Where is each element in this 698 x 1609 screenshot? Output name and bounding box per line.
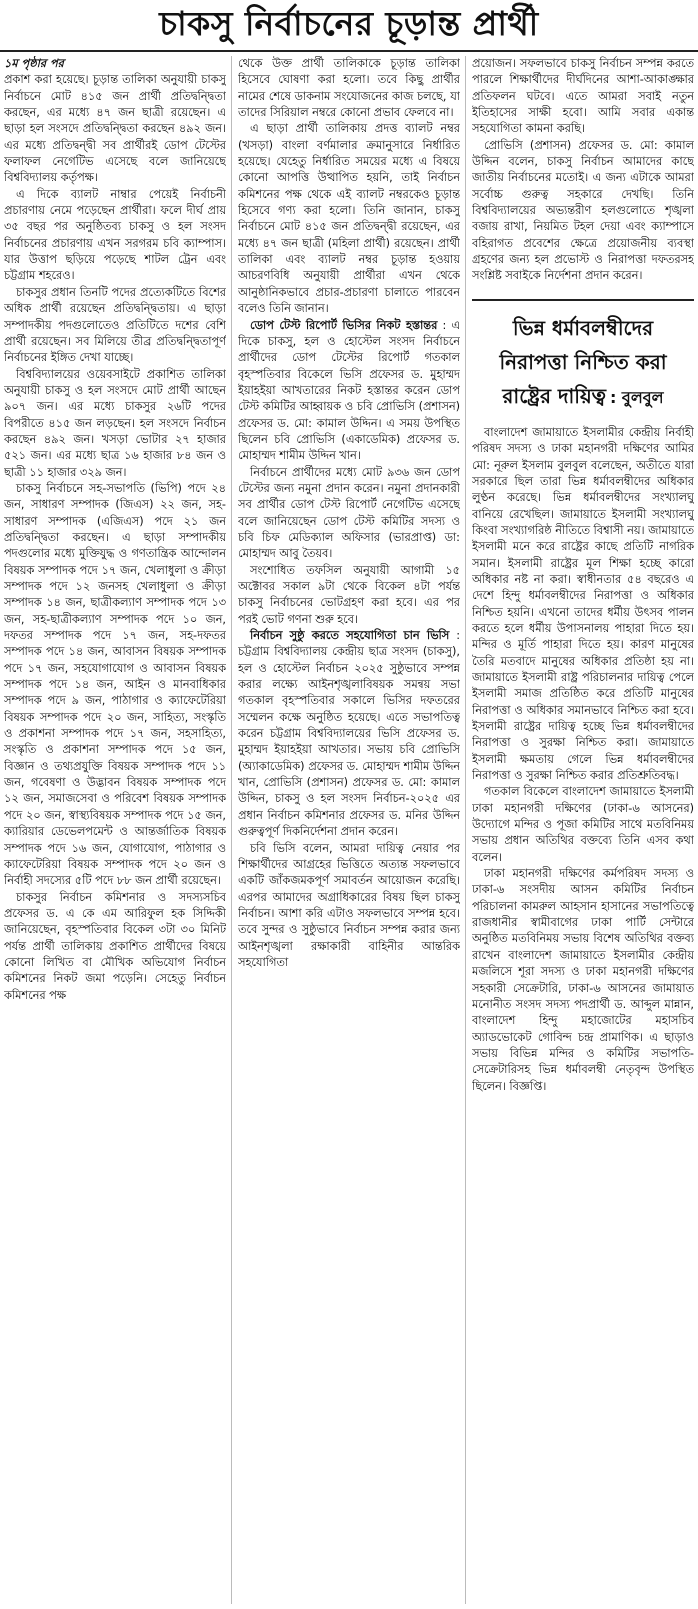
paragraph: থেকে উক্ত প্রার্থী তালিকাকে চূড়ান্ত তালিকা হিসেবে ঘোষণা করা হলো। তবে কিছু প্রার্থীর নামের শেষে ডাকনাম সংযোজনের কাজ চলছে, যা তাদের সিরিয়াল নম্বরে কোনো প্রভাব ফেলবে না। (238, 57, 460, 120)
column-2 (238, 56, 460, 1604)
subhead: ডোপ টেস্ট রিপোর্ট ভিসির নিকট হস্তান্তর (250, 318, 438, 332)
paragraph: বাংলাদেশ জামায়াতে ইসলামীর কেন্দ্রীয় নির্বাহী পরিষদ সদস্য ও ঢাকা মহানগরী দক্ষিণের আমির মো: নূরুল ইসলাম বুলবুল বলেছেন, অতীতে যারা সরকারে ছিল তারা ভিন্ন ধর্মাবলম্বীদের অধিকার লুণ্ঠন করেছে। ভিন্ন ধর্মাবলম্বীদের সংখ্যালঘু বানিয়ে রেখেছিল। জামায়াতে ইসলামী সংখ্যালঘু কিংবা সংখ্যাগরিষ্ঠ নীতিতে বিশ্বাসী নয়। জামায়াতে ইসলামী মনে করে রাষ্ট্রের কাছে প্রতিটি নাগরিক সমান। ইসলামী রাষ্ট্রের মূল শিক্ষা হচ্ছে কারো অধিকার নষ্ট না করা। স্বাধীনতার ৫৪ বছরেও এ দেশে হিন্দু ধর্মাবলম্বীদের নিরাপত্তা ও অধিকার নিশ্চিত হয়নি। এখনো তাদের ধর্মীয় উৎসব পালন করতে হলে ধর্মীয় উপাসনালয় পাহারা দিতে হয়। মন্দির ও মূর্তি পাহারা দিতে হয়। কারণ মানুষের তৈরি মতবাদে মানুষের অধিকার প্রতিষ্ঠা হয় না। জামায়াতে ইসলামী রাষ্ট্র পরিচালনার দায়িত্ব পেলে ইসলামী সমাজ প্রতিষ্ঠিত করে প্রতিটি মানুষের নিরাপত্তা ও অধিকার সমানভাবে নিশ্চিত করা হবে। ইসলামী রাষ্ট্রের দায়িত্ব হচ্ছে ভিন্ন ধর্মাবলম্বীদের নিরাপত্তা ও সুরক্ষা নিশ্চিত করা। জামায়াতে ইসলামী ক্ষমতায় গেলে ভিন্ন ধর্মাবলম্বীদের নিরাপত্তা ও সুরক্ষা নিশ্চিত করার প্রতিশ্রুতিবদ্ধ। (472, 425, 694, 783)
paragraph: নির্বাচনে প্রার্থীদের মধ্যে মোট ৯৩৬ জন ডোপ টেস্টের জন্য নমুনা প্রদান করেন। নমুনা প্রদানকারী সব প্রার্থীর ডোপ টেস্ট রিপোর্ট নেগেটিভ এসেছে বলে জানিয়েছেন ডোপ টেস্ট কমিটির সদস্য ও চবি চিফ মেডিক্যাল অফিসার (ভারপ্রাপ্ত) ডা: মোহাম্মদ আবু তৈয়ব। (238, 465, 460, 561)
paragraph: প্রোভিসি (প্রশাসন) প্রফেসর ড. মো: কামাল উদ্দিন বলেন, চাকসু নির্বাচন আমাদের কাছে জাতীয় নির্বাচনের মতোই। এ জন্য এটাকে আমরা সর্বোচ্চ গুরুত্ব সহকারে দেখছি। তিনি বিশ্ববিদ্যালয়ের অভ্যন্তরীণ হলগুলোতে শৃঙ্খলা বজায় রাখা, নিয়মিত টহল দেয়া এবং ক্যাম্পাসে বহিরাগত প্রবেশের ক্ষেত্রে প্রয়োজনীয় ব্যবস্থা গ্রহণের জন্য হল প্রভোস্ট ও নিরাপত্তা দফতরসহ সংশ্লিষ্ট সবাইকে নির্দেশনা প্রদান করেন। (472, 138, 694, 283)
paragraph: ঢাকা মহানগরী দক্ষিণের কর্মপরিষদ সদস্য ও ঢাকা-৬ সংসদীয় আসন কমিটির নির্বাচন পরিচালনা কামরুল আহসান হাসানের সভাপতিত্বে রাজধানীর স্বামীবাগের ঢাকা পার্টি সেন্টারে অনুষ্ঠিত মতবিনিময় সভায় বিশেষ অতিথির বক্তব্য রাখেন বাংলাদেশ জামায়াতে ইসলামীর কেন্দ্রীয় মজলিসে শূরা সদস্য ও ঢাকা মহানগরী দক্ষিণের সহকারী সেক্রেটারি, ঢাকা-৬ আসনের জামায়াত মনোনীত সংসদ সদস্য পদপ্রার্থী ড. আব্দুল মান্নান, বাংলাদেশ হিন্দু মহাজোটের মহাসচিব অ্যাডভোকেট গোবিন্দ চন্দ্র প্রামাণিক। এ ছাড়াও সভায় বিভিন্ন মন্দির ও কমিটির সভাপতি-সেক্রেটারিসহ ভিন্ন ধর্মাবলম্বী নেতৃবৃন্দ উপস্থিত ছিলেন। বিজ্ঞপ্তি। (472, 867, 694, 1093)
paragraph-text: : এ দিকে চাকসু, হল ও হোস্টেল সংসদ নির্বাচনে প্রার্থীদের ডোপ টেস্টের রিপোর্ট গতকাল বৃহস্পতিবার বিকেলে ভিসি প্রফেসর ড. মুহাম্মদ ইয়াহইয়া আখতারের নিকট হস্তান্তর করেন ডোপ টেস্ট কমিটির আহ্বায়ক ও চবি প্রোভিসি (প্রশাসন) প্রফেসর ড. মো: কামাল উদ্দিন। এ সময় উপস্থিত ছিলেন চবি প্রোভিসি (একাডেমিক) প্রফেসর ড. মোহাম্মদ শামীম উদ্দিন খান। (238, 318, 460, 463)
paragraph: এ দিকে ব্যালট নাম্বার পেয়েই নির্বাচনী প্রচারণায় নেমে পড়েছেন প্রার্থীরা। ফলে দীর্ঘ প্রায় ৩৫ বছর পর অনুষ্ঠিতব্য চাকসু ও হল সংসদ নির্বাচনের প্রচারণায় এখন সরগরম চবি ক্যাম্পাস। যার উত্তাপ ছড়িয়ে পড়েছে শাটল ট্রেন এবং চট্টগ্রাম শহরেও। (4, 187, 226, 283)
column-3 (472, 56, 694, 1604)
paragraph: চবি ভিসি বলেন, আমরা দায়িত্ব নেয়ার পর শিক্ষার্থীদের আগ্রহের ভিত্তিতে অত্যন্ত সফলভাবে একটি জাঁকজমকপূর্ণ সমাবর্তন আয়োজন করেছি। এরপর আমাদের অগ্রাধিকারের বিষয় ছিল চাকসু নির্বাচন। আশা করি এটাও সফলভাবে সম্পন্ন হবে। তবে সুন্দর ও সুষ্ঠুভাবে নির্বাচন সম্পন্ন করার জন্য আইনশৃঙ্খলা রক্ষাকারী বাহিনীর আন্তরিক সহযোগিতা (238, 841, 460, 969)
paragraph: চাকসুর নির্বাচন কমিশনার ও সদস্যসচিব প্রফেসর ড. এ কে এম আরিফুল হক সিদ্দিকী জানিয়েছেন, বৃহস্পতিবার বিকেল ৩টা ৩০ মিনিট পর্যন্ত প্রার্থী তালিকায় প্রকাশিত প্রার্থীদের বিষয়ে কোনো লিখিত বা মৌখিক অভিযোগ নির্বাচন কমিশনের নিকট জমা পড়েনি। সেহেতু নির্বাচন কমিশনের পক্ষ (4, 890, 226, 1002)
paragraph-text: : চট্টগ্রাম বিশ্ববিদ্যালয় কেন্দ্রীয় ছাত্র সংসদ (চাকসু), হল ও হোস্টেল নির্বাচন ২০২৫ সুষ্ঠুভাবে সম্পন্ন করার লক্ষ্যে আইনশৃঙ্খলাবিষয়ক সমন্বয় সভা গতকাল বৃহস্পতিবার সকালে ভিসির দফতরের সম্মেলন কক্ষে অনুষ্ঠিত হয়েছে। এতে সভাপতিত্ব করেন চট্টগ্রাম বিশ্ববিদ্যালয়ের ভিসি প্রফেসর ড. মুহাম্মদ ইয়াহইয়া আখতার। সভায় চবি প্রোভিসি (অ্যাকাডেমিক) প্রফেসর ড. মোহাম্মদ শামীম উদ্দিন খান, প্রোভিসি (প্রশাসন) প্রফেসর ড. মো: কামাল উদ্দিন, চাকসু ও হল সংসদ নির্বাচন-২০২৫ এর প্রধান নির্বাচন কমিশনার প্রফেসর ড. মনির উদ্দিন গুরুত্বপূর্ণ দিকনির্দেশনা প্রদান করেন। (238, 629, 460, 839)
page-reference: ১ম পৃষ্ঠার পর (4, 57, 64, 70)
headline: চাকসু নির্বাচনের চূড়ান্ত প্রার্থী (0, 0, 698, 52)
paragraph: প্রয়োজন। সফলভাবে চাকসু নির্বাচন সম্পন্ন করতে পারলে শিক্ষার্থীদের দীর্ঘদিনের আশা-আকাঙ্ক্ষার প্রতিফলন ঘটবে। এতে আমরা সবাই নতুন ইতিহাসের সাক্ষী হবো। আমি সবার একান্ত সহযোগিতা কামনা করছি। (472, 57, 694, 136)
paragraph: প্রকাশ করা হয়েছে। চূড়ান্ত তালিকা অনুযায়ী চাকসু নির্বাচনে মোট ৪১৫ জন প্রার্থী প্রতিদ্বন্দ্বিতা করছেন, এর মধ্যে ৪৭ জন ছাত্রী রয়েছেন। এ ছাড়া হল সংসদে প্রতিদ্বন্দ্বিতা করছেন ৪৯২ জন। এর মধ্যে প্রতিদ্বন্দ্বী সব প্রার্থীরই ডোপ টেস্টের ফলাফল নেগেটিভ এসেছে বলে জানিয়েছে বিশ্ববিদ্যালয় কর্তৃপক্ষ। (4, 73, 226, 185)
subhead: নির্বাচন সুষ্ঠু করতে সহযোগিতা চান ভিসি (250, 629, 450, 643)
secondary-headline-line: ভিন্ন ধর্মাবলম্বীদের (512, 315, 654, 340)
paragraph-with-subhead (238, 318, 460, 465)
paragraph: বিশ্ববিদ্যালয়ের ওয়েবসাইটে প্রকাশিত তালিকা অনুযায়ী চাকসু ও হল সংসদে মোট প্রার্থী আছেন ৯০৭ জন। এর মধ্যে চাকসুর ২৬টি পদের বিপরীতে ৪১৫ জন লড়ছেন। হল সংসদে নির্বাচন করছেন ৪৯২ জন। খসড়া ভোটার ২৭ হাজার ৫২১ জন। এর মধ্যে ছাত্র ১৬ হাজার ৮৪ জন ও ছাত্রী ১১ হাজার ৩২৯ জন। (4, 367, 226, 479)
paragraph: চাকসু নির্বাচনে সহ-সভাপতি (ভিপি) পদে ২৪ জন, সাধারণ সম্পাদক (জিএস) ২২ জন, সহ-সাধারণ সম্পাদক (এজিএস) পদে ২১ জন প্রতিদ্বন্দ্বিতা করছেন। এ ছাড়া সম্পাদকীয় পদগুলোর মধ্যে মুক্তিযুদ্ধ ও গণতান্ত্রিক আন্দোলন বিষয়ক সম্পাদক পদে ১৭ জন, খেলাধুলা ও ক্রীড়া সম্পাদক পদে ১২ জনসহ খেলাধুলা ও ক্রীড়া সম্পাদক ১৪ জন, ছাত্রীকল্যাণ সম্পাদক পদে ১৩ জন, সহ-ছাত্রীকল্যাণ সম্পাদক পদে ১০ জন, দফতর সম্পাদক পদে ১৭ জন, সহ-দফতর সম্পাদক পদে ১৪ জন, আবাসন বিষয়ক সম্পাদক পদে ১৭ জন, সহযোগাযোগ ও আবাসন বিষয়ক সম্পাদক পদে ১৪ জন, আইন ও মানবাধিকার সম্পাদক পদে ৯ জন, পাঠাগার ও ক্যাফেটেরিয়া বিষয়ক সম্পাদক পদে ২০ জন, সাহিত্য, সংস্কৃতি ও প্রকাশনা সম্পাদক পদে ১৭ জন, সহসাহিত্য, সংস্কৃতি ও প্রকাশনা সম্পাদক পদে ১৫ জন, বিজ্ঞান ও তথ্যপ্রযুক্তি বিষয়ক সম্পাদক পদে ১১ জন, গবেষণা ও উদ্ভাবন বিষয়ক সম্পাদক পদে ১২ জন, সমাজসেবা ও পরিবেশ বিষয়ক সম্পাদক পদে ২০ জন, স্বাস্থ্যবিষয়ক সম্পাদক পদে ১৫ জন, ক্যারিয়ার ডেভেলপমেন্ট ও আন্তর্জাতিক বিষয়ক সম্পাদক পদে ১৬ জন, যোগাযোগ, পাঠাগার ও ক্যাফেটেরিয়া বিষয়ক সম্পাদক পদে ২০ জন ও নির্বাহী সদস্যের ৫টি পদে ৮৮ জন প্রার্থী রয়েছেন। (4, 481, 226, 888)
paragraph-with-subhead (238, 628, 460, 840)
column-divider (231, 56, 232, 1604)
column-1 (4, 56, 226, 1604)
paragraph: চাকসুর প্রধান তিনটি পদের প্রত্যেকটিতে বিশের অধিক প্রার্থী রয়েছেন প্রতিদ্বন্দ্বিতায়। এ ছাড়া সম্পাদকীয় পদগুলোতেও প্রতিটিতে দশের বেশি প্রার্থী রয়েছেন। সব মিলিয়ে তীব্র প্রতিদ্বন্দ্বিতাপূর্ণ নির্বাচনের ইঙ্গিত দেখা যাচ্ছে। (4, 285, 226, 365)
paragraph: সংশোধিত তফসিল অনুযায়ী আগামী ১৫ অক্টোবর সকাল ৯টা থেকে বিকেল ৪টা পর্যন্ত চাকসু নির্বাচনের ভোটগ্রহণ করা হবে। এর পর পরই ভোট গণনা শুরু হবে। (238, 563, 460, 626)
byline: : বুলবুল (609, 387, 664, 407)
paragraph: এ ছাড়া প্রার্থী তালিকায় প্রদত্ত ব্যালট নম্বর (খসড়া) বাংলা বর্ণমালার ক্রমানুসারে নির্ধারিত হয়েছে। যেহেতু নির্ধারিত সময়ের মধ্যে এ বিষয়ে কোনো আপত্তি উত্থাপিত হয়নি, তাই নির্বাচন কমিশনের পক্ষ থেকে এই ব্যালট নম্বরকেও চূড়ান্ত হিসেবে গণ্য করা হলো। তিনি জানান, চাকসু নির্বাচনে মোট ৪১৫ জন প্রতিদ্বন্দ্বী রয়েছেন, এর মধ্যে ৪৭ জন ছাত্রী (মহিলা প্রার্থী) রয়েছেন। প্রার্থী তালিকা এবং ব্যালট নম্বর চূড়ান্ত হওয়ায় আচরণবিধি অনুযায়ী প্রার্থীরা এখন থেকে আনুষ্ঠানিকভাবে প্রচার-প্রচারণা চালাতে পারবেন বলেও তিনি জানান। (238, 122, 460, 316)
column-divider (465, 56, 466, 1604)
paragraph: গতকাল বিকেলে বাংলাদেশ জামায়াতে ইসলামী ঢাকা মহানগরী দক্ষিণের (ঢাকা-৬ আসনের) উদ্যোগে মন্দির ও পূজা কমিটির সাথে মতবিনিময় সভায় প্রধান অতিথির বক্তব্যে তিনি এসব কথা বলেন। (472, 785, 694, 864)
secondary-headline (472, 299, 694, 421)
secondary-headline-line: রাষ্ট্রের দায়িত্ব (502, 383, 607, 408)
secondary-headline-line: নিরাপত্তা নিশ্চিত করা (499, 349, 667, 374)
